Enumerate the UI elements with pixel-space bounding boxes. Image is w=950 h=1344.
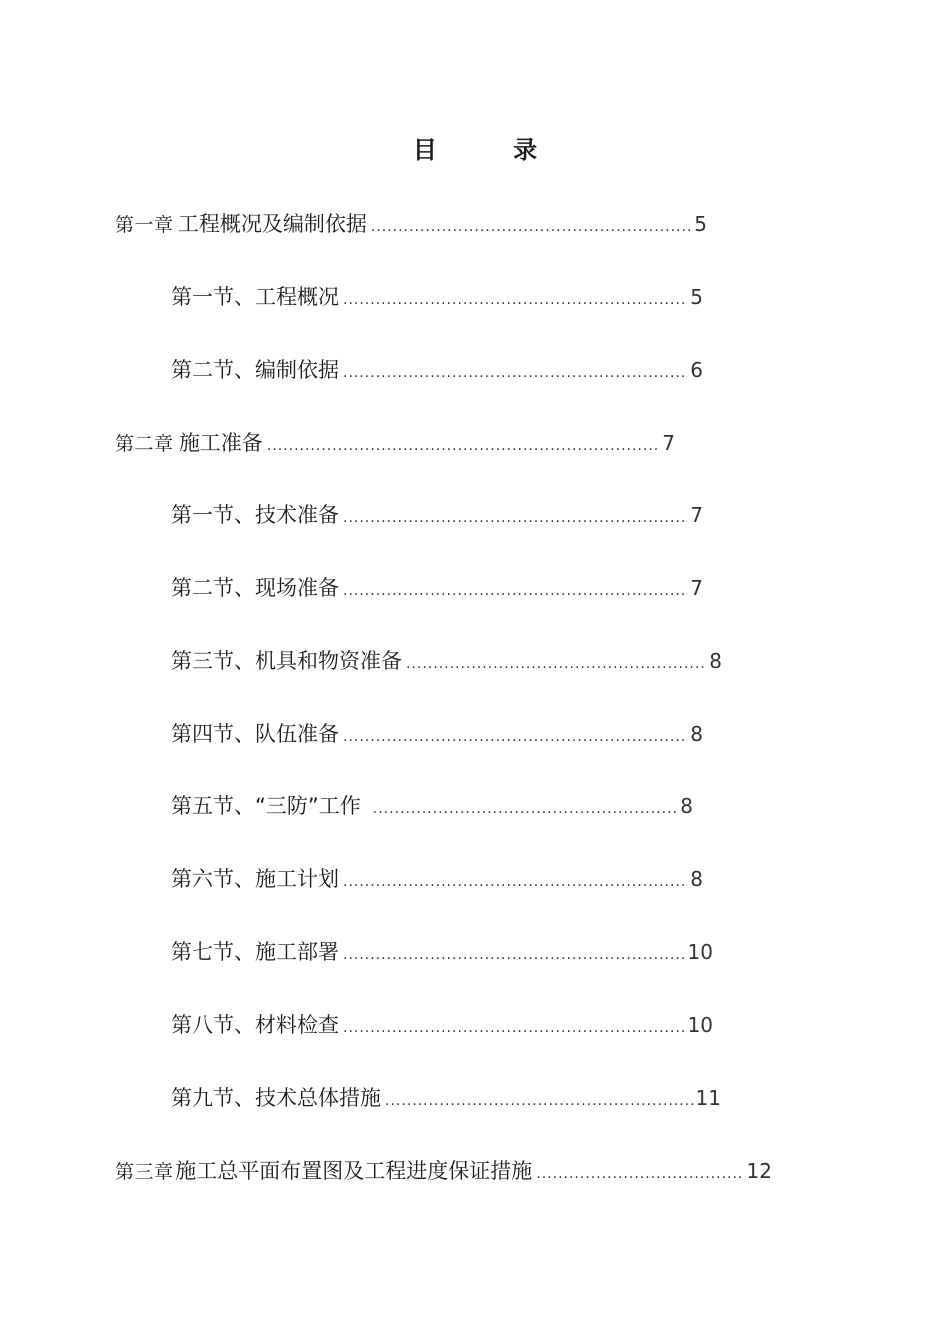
page-number: 8 <box>680 794 693 818</box>
dot-leader <box>343 357 688 389</box>
chapter-title: 施工总平面布置图及工程进度保证措施 <box>175 1159 533 1183</box>
toc-section-2-8[interactable] <box>171 1009 713 1041</box>
page-number: 7 <box>690 576 703 600</box>
chapter-number: 第三章 <box>115 1161 174 1183</box>
toc-section-1-1[interactable] <box>171 281 703 313</box>
chapter-title: 工程概况及编制依据 <box>177 212 367 236</box>
toc-section-2-5[interactable] <box>171 790 693 822</box>
section-title: 第七节、施工部署 <box>171 940 339 964</box>
section-title: 第六节、施工计划 <box>171 867 339 891</box>
dot-leader <box>343 721 688 753</box>
toc-section-2-4[interactable] <box>171 718 703 750</box>
page-number: 12 <box>746 1159 772 1183</box>
page-number: 5 <box>690 285 703 309</box>
section-title: 第二节、编制依据 <box>171 358 339 382</box>
chapter-number: 第二章 <box>115 433 174 455</box>
dot-leader <box>371 211 692 243</box>
chapter-number: 第一章 <box>115 214 174 236</box>
toc-section-2-9[interactable] <box>171 1082 721 1114</box>
page-number: 5 <box>694 212 707 236</box>
chapter-title: 施工准备 <box>178 431 263 455</box>
section-title: 第二节、现场准备 <box>171 576 339 600</box>
page-number: 11 <box>695 1086 721 1110</box>
toc-section-2-3[interactable] <box>171 645 722 677</box>
toc-section-2-6[interactable] <box>171 863 703 895</box>
section-title: 第四节、队伍准备 <box>171 722 339 746</box>
dot-leader <box>343 866 688 898</box>
dot-leader <box>343 575 688 607</box>
dot-leader <box>373 793 679 825</box>
page-number: 10 <box>687 940 713 964</box>
dot-leader <box>406 648 707 680</box>
dot-leader <box>385 1085 694 1117</box>
dot-leader <box>343 1012 686 1044</box>
dot-leader <box>343 502 688 534</box>
page-number: 8 <box>709 649 722 673</box>
toc-chapter-2[interactable] <box>115 427 675 459</box>
section-title: 第一节、技术准备 <box>171 503 339 527</box>
section-title: 第一节、工程概况 <box>171 285 339 309</box>
page-number: 8 <box>690 722 703 746</box>
page-number: 7 <box>690 503 703 527</box>
toc-chapter-3[interactable] <box>115 1155 772 1187</box>
dot-leader <box>343 939 686 971</box>
section-title: 第五节、“三防”工作 <box>171 794 361 818</box>
toc-section-2-7[interactable] <box>171 936 713 968</box>
toc-section-2-1[interactable] <box>171 499 703 531</box>
toc-section-2-2[interactable] <box>171 572 703 604</box>
page-number: 7 <box>662 431 675 455</box>
section-title: 第八节、材料检查 <box>171 1013 339 1037</box>
toc-section-1-2[interactable] <box>171 354 703 386</box>
toc-chapter-1[interactable] <box>115 208 707 240</box>
dot-leader <box>536 1158 744 1190</box>
page-number: 10 <box>687 1013 713 1037</box>
section-title: 第三节、机具和物资准备 <box>171 649 402 673</box>
dot-leader <box>343 284 688 316</box>
dot-leader <box>267 430 660 462</box>
page-number: 8 <box>690 867 703 891</box>
page-number: 6 <box>690 358 703 382</box>
section-title: 第九节、技术总体措施 <box>171 1086 381 1110</box>
toc-title: 目 录 <box>412 136 572 164</box>
